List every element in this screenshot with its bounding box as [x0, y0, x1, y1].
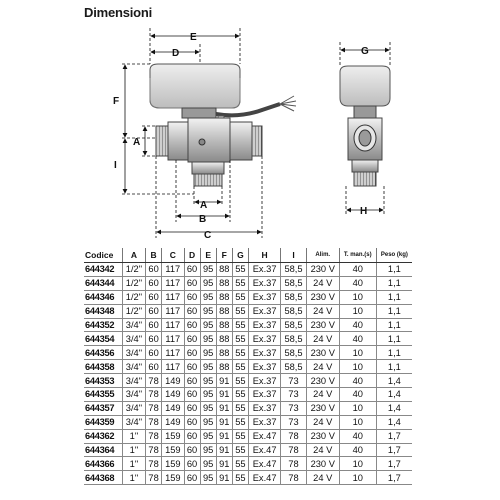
table-body	[84, 263, 412, 485]
table-cell: 1,4	[376, 388, 412, 402]
table-cell: 60	[184, 318, 200, 332]
table-cell: 55	[232, 429, 248, 443]
table-cell: Ex.37	[248, 346, 280, 360]
table-cell: 91	[216, 471, 232, 485]
table-cell: 95	[200, 332, 216, 346]
table-cell: 88	[216, 346, 232, 360]
table-cell: 60	[146, 304, 162, 318]
table-cell: 40	[339, 263, 376, 277]
table-cell: 88	[216, 332, 232, 346]
table-cell: 58,5	[281, 290, 306, 304]
table-cell: 55	[232, 346, 248, 360]
table-header-cell: D	[184, 248, 200, 263]
section-title: Dimensioni	[84, 5, 153, 20]
table-cell: 58,5	[281, 318, 306, 332]
table-header-cell: E	[200, 248, 216, 263]
table-cell: 55	[232, 290, 248, 304]
table-cell: 78	[146, 457, 162, 471]
table-cell: 60	[146, 332, 162, 346]
table-cell: 88	[216, 318, 232, 332]
table-cell: 95	[200, 471, 216, 485]
table-cell: 60	[146, 360, 162, 374]
table-cell: 230 V	[306, 374, 339, 388]
table-header-cell: T. man.(s)	[339, 248, 376, 263]
table-row	[84, 360, 412, 374]
table-row	[84, 263, 412, 277]
table-cell: 55	[232, 388, 248, 402]
table-header-cell: Codice	[84, 248, 122, 263]
table-row	[84, 346, 412, 360]
product-code-cell: 644348	[84, 304, 122, 318]
product-code-cell: 644352	[84, 318, 122, 332]
table-cell: 40	[339, 388, 376, 402]
table-cell: 149	[162, 401, 184, 415]
table-cell: 60	[184, 263, 200, 277]
dim-label-b: B	[199, 214, 207, 225]
table-cell: 1,1	[376, 290, 412, 304]
table-cell: Ex.37	[248, 332, 280, 346]
table-cell: 95	[200, 443, 216, 457]
table-cell: 149	[162, 374, 184, 388]
table-cell: Ex.37	[248, 401, 280, 415]
table-row	[84, 276, 412, 290]
table-cell: 60	[146, 290, 162, 304]
table-cell: 60	[146, 318, 162, 332]
product-code-cell: 644362	[84, 429, 122, 443]
table-cell: 10	[339, 360, 376, 374]
table-cell: 60	[184, 290, 200, 304]
table-cell: 95	[200, 429, 216, 443]
dim-label-c: C	[204, 230, 212, 241]
table-cell: 55	[232, 360, 248, 374]
table-cell: 3/4"	[122, 332, 145, 346]
product-code-cell: 644358	[84, 360, 122, 374]
product-code-cell: 644368	[84, 471, 122, 485]
dim-label-g: G	[361, 46, 369, 57]
table-cell: 1"	[122, 443, 145, 457]
table-cell: Ex.47	[248, 471, 280, 485]
table-cell: Ex.37	[248, 360, 280, 374]
table-cell: 1,1	[376, 346, 412, 360]
table-cell: 91	[216, 374, 232, 388]
dim-label-a-left: A	[133, 137, 141, 148]
table-row	[84, 429, 412, 443]
table-row	[84, 332, 412, 346]
table-cell: 88	[216, 263, 232, 277]
table-cell: 55	[232, 457, 248, 471]
table-cell: 95	[200, 388, 216, 402]
table-cell: 55	[232, 415, 248, 429]
table-cell: 55	[232, 304, 248, 318]
table-cell: 1,1	[376, 318, 412, 332]
table-cell: 73	[281, 374, 306, 388]
table-cell: 78	[281, 471, 306, 485]
table-cell: 159	[162, 471, 184, 485]
table-cell: 230 V	[306, 457, 339, 471]
table-cell: 40	[339, 318, 376, 332]
table-cell: 95	[200, 276, 216, 290]
table-cell: 91	[216, 443, 232, 457]
table-cell: 24 V	[306, 360, 339, 374]
table-cell: 95	[200, 318, 216, 332]
table-cell: 91	[216, 388, 232, 402]
table-cell: 88	[216, 360, 232, 374]
table-row	[84, 415, 412, 429]
table-cell: 1,4	[376, 401, 412, 415]
table-header-cell: F	[216, 248, 232, 263]
table-cell: 40	[339, 443, 376, 457]
table-cell: 78	[281, 443, 306, 457]
table-header-cell: G	[232, 248, 248, 263]
table-row	[84, 401, 412, 415]
table-cell: 24 V	[306, 388, 339, 402]
table-cell: 58,5	[281, 304, 306, 318]
table-cell: 40	[339, 332, 376, 346]
table-cell: 78	[281, 457, 306, 471]
table-cell: 78	[146, 471, 162, 485]
table-cell: 95	[200, 290, 216, 304]
table-cell: 55	[232, 318, 248, 332]
table-cell: 58,5	[281, 332, 306, 346]
table-cell: 230 V	[306, 429, 339, 443]
table-cell: 40	[339, 374, 376, 388]
table-cell: 78	[281, 429, 306, 443]
product-code-cell: 644355	[84, 388, 122, 402]
table-cell: 91	[216, 415, 232, 429]
table-cell: 3/4"	[122, 388, 145, 402]
table-row	[84, 443, 412, 457]
table-cell: 60	[184, 346, 200, 360]
table-cell: 95	[200, 457, 216, 471]
table-cell: 1,1	[376, 332, 412, 346]
table-cell: 55	[232, 263, 248, 277]
table-cell: Ex.47	[248, 429, 280, 443]
table-cell: Ex.37	[248, 388, 280, 402]
table-header-row	[84, 248, 412, 263]
table-cell: 60	[184, 457, 200, 471]
table-cell: 95	[200, 263, 216, 277]
table-cell: 60	[146, 276, 162, 290]
table-row	[84, 388, 412, 402]
table-header-cell: B	[146, 248, 162, 263]
table-cell: Ex.37	[248, 276, 280, 290]
table-cell: 55	[232, 332, 248, 346]
table-cell: 117	[162, 304, 184, 318]
table-cell: 58,5	[281, 360, 306, 374]
table-cell: 230 V	[306, 401, 339, 415]
table-cell: 1/2"	[122, 290, 145, 304]
dimensions-table	[84, 248, 412, 485]
table-header-cell: Alim.	[306, 248, 339, 263]
dim-label-e: E	[190, 32, 197, 43]
table-cell: 91	[216, 457, 232, 471]
table-cell: Ex.37	[248, 290, 280, 304]
table-cell: 3/4"	[122, 346, 145, 360]
dim-label-d: D	[172, 48, 180, 59]
table-cell: 58,5	[281, 346, 306, 360]
table-cell: Ex.37	[248, 263, 280, 277]
table-cell: 55	[232, 276, 248, 290]
table-row	[84, 304, 412, 318]
table-cell: 3/4"	[122, 401, 145, 415]
table-cell: 3/4"	[122, 415, 145, 429]
product-code-cell: 644357	[84, 401, 122, 415]
table-row	[84, 457, 412, 471]
table-cell: 10	[339, 457, 376, 471]
table-row	[84, 374, 412, 388]
table-cell: 159	[162, 457, 184, 471]
table-cell: 159	[162, 429, 184, 443]
table-cell: 10	[339, 415, 376, 429]
table-cell: 24 V	[306, 332, 339, 346]
table-cell: 1,7	[376, 471, 412, 485]
table-cell: 60	[184, 471, 200, 485]
table-cell: 3/4"	[122, 374, 145, 388]
product-code-cell: 644346	[84, 290, 122, 304]
table-cell: 1,1	[376, 276, 412, 290]
table-cell: 117	[162, 263, 184, 277]
table-cell: Ex.37	[248, 374, 280, 388]
table-cell: 3/4"	[122, 360, 145, 374]
table-cell: 78	[146, 443, 162, 457]
table-cell: 1"	[122, 457, 145, 471]
table-cell: 60	[184, 415, 200, 429]
table-cell: 95	[200, 401, 216, 415]
dim-label-h: H	[360, 206, 368, 217]
table-cell: 60	[184, 304, 200, 318]
table-cell: Ex.37	[248, 304, 280, 318]
table-cell: 1,1	[376, 304, 412, 318]
table-cell: 60	[184, 374, 200, 388]
front-view-valve	[150, 64, 296, 186]
table-cell: 55	[232, 443, 248, 457]
table-cell: 58,5	[281, 276, 306, 290]
table-cell: 1/2"	[122, 263, 145, 277]
table-cell: 55	[232, 374, 248, 388]
table-cell: 73	[281, 415, 306, 429]
table-cell: Ex.37	[248, 318, 280, 332]
table-cell: 117	[162, 332, 184, 346]
table-header-cell: H	[248, 248, 280, 263]
table-cell: 117	[162, 360, 184, 374]
table-cell: 230 V	[306, 290, 339, 304]
product-code-cell: 644342	[84, 263, 122, 277]
table-cell: 1/2"	[122, 276, 145, 290]
table-cell: 60	[184, 360, 200, 374]
table-cell: 95	[200, 415, 216, 429]
table-cell: 60	[184, 388, 200, 402]
table-cell: 24 V	[306, 276, 339, 290]
table-cell: 1,7	[376, 429, 412, 443]
table-cell: 24 V	[306, 415, 339, 429]
table-header-cell: A	[122, 248, 145, 263]
table-cell: Ex.47	[248, 457, 280, 471]
table-cell: 24 V	[306, 443, 339, 457]
table-cell: 40	[339, 429, 376, 443]
table-cell: 95	[200, 346, 216, 360]
dim-label-a-bottom: A	[200, 200, 208, 211]
table-cell: 3/4"	[122, 318, 145, 332]
table-cell: 117	[162, 346, 184, 360]
table-cell: 95	[200, 304, 216, 318]
table-cell: 24 V	[306, 471, 339, 485]
table-cell: 58,5	[281, 263, 306, 277]
side-view-valve	[340, 66, 390, 186]
product-code-cell: 644366	[84, 457, 122, 471]
table-cell: 1/2"	[122, 304, 145, 318]
table-cell: 10	[339, 346, 376, 360]
valve-dimension-drawing	[0, 0, 500, 248]
table-cell: 1,4	[376, 415, 412, 429]
table-cell: 55	[232, 471, 248, 485]
table-row	[84, 471, 412, 485]
product-code-cell: 644364	[84, 443, 122, 457]
table-row	[84, 318, 412, 332]
table-cell: 230 V	[306, 346, 339, 360]
table-cell: 95	[200, 374, 216, 388]
table-cell: 88	[216, 304, 232, 318]
table-cell: 78	[146, 415, 162, 429]
table-header-cell: C	[162, 248, 184, 263]
table-cell: 1,1	[376, 263, 412, 277]
table-header-cell: I	[281, 248, 306, 263]
table-cell: 60	[184, 443, 200, 457]
table-cell: 78	[146, 429, 162, 443]
table-cell: 117	[162, 290, 184, 304]
product-code-cell: 644359	[84, 415, 122, 429]
table-cell: 10	[339, 471, 376, 485]
product-code-cell: 644353	[84, 374, 122, 388]
table-cell: 55	[232, 401, 248, 415]
table-cell: 91	[216, 429, 232, 443]
table-cell: 1"	[122, 471, 145, 485]
table-cell: 60	[146, 263, 162, 277]
table-cell: 78	[146, 401, 162, 415]
table-header-cell: Peso (kg)	[376, 248, 412, 263]
dim-label-f: F	[113, 96, 120, 107]
table-cell: 91	[216, 401, 232, 415]
table-cell: 95	[200, 360, 216, 374]
table-cell: 230 V	[306, 263, 339, 277]
table-cell: 149	[162, 415, 184, 429]
table-cell: 1,4	[376, 374, 412, 388]
table-cell: 230 V	[306, 318, 339, 332]
table-cell: 1,1	[376, 360, 412, 374]
table-cell: 1,7	[376, 457, 412, 471]
table-cell: 1"	[122, 429, 145, 443]
table-cell: 60	[184, 401, 200, 415]
table-cell: 60	[146, 346, 162, 360]
table-cell: 88	[216, 290, 232, 304]
product-code-cell: 644344	[84, 276, 122, 290]
product-code-cell: 644354	[84, 332, 122, 346]
table-cell: 60	[184, 276, 200, 290]
table-cell: 159	[162, 443, 184, 457]
table-cell: 10	[339, 304, 376, 318]
table-cell: 78	[146, 388, 162, 402]
table-cell: 149	[162, 388, 184, 402]
table-cell: 40	[339, 276, 376, 290]
table-cell: 88	[216, 276, 232, 290]
table-cell: 78	[146, 374, 162, 388]
table-cell: 10	[339, 290, 376, 304]
table-cell: 60	[184, 332, 200, 346]
table-cell: 1,7	[376, 443, 412, 457]
table-cell: 117	[162, 318, 184, 332]
table-cell: 60	[184, 429, 200, 443]
table-cell: 24 V	[306, 304, 339, 318]
table-cell: 73	[281, 388, 306, 402]
product-code-cell: 644356	[84, 346, 122, 360]
table-cell: Ex.47	[248, 443, 280, 457]
table-row	[84, 290, 412, 304]
table-cell: Ex.37	[248, 415, 280, 429]
table-cell: 73	[281, 401, 306, 415]
table-cell: 117	[162, 276, 184, 290]
dim-label-i: I	[114, 160, 117, 171]
table-cell: 10	[339, 401, 376, 415]
